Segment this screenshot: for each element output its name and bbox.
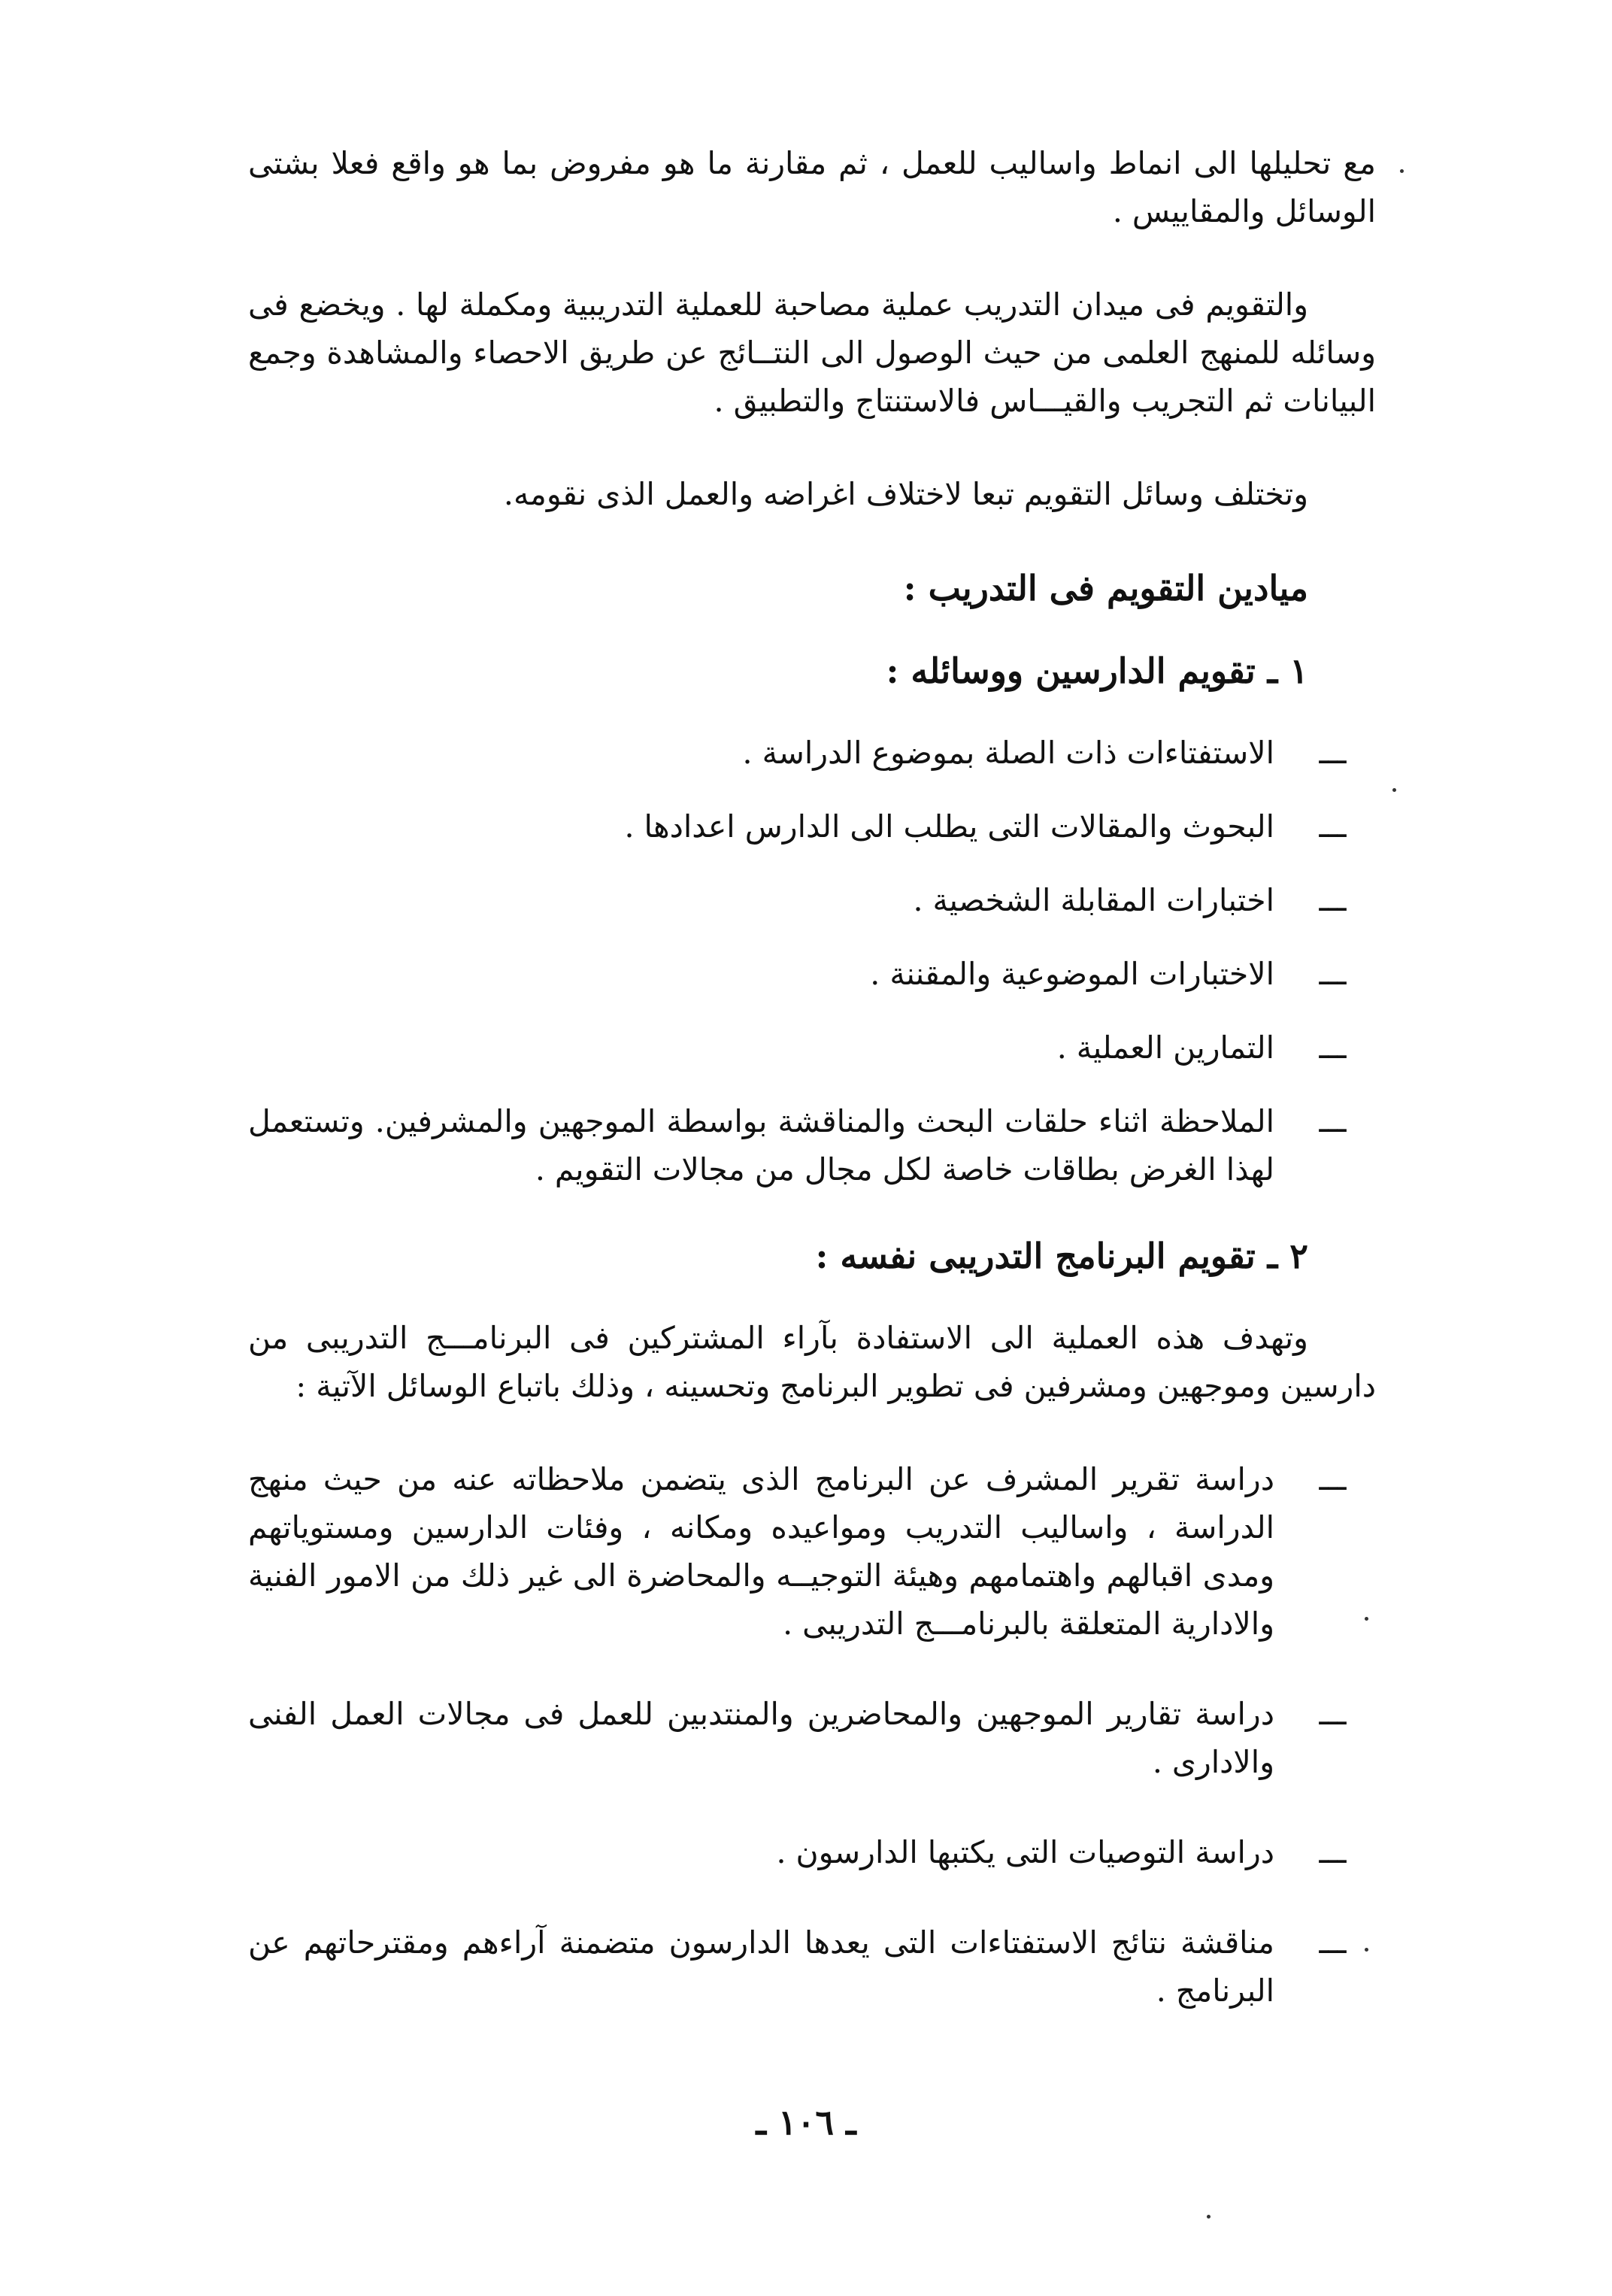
list-item-text: مناقشة نتائج الاستفتاءات التى يعدها الدارسون متضمنة آراءهم ومقترحاتهم عن البرنامج . <box>248 1924 1274 2009</box>
list-item-text: دراسة التوصيات التى يكتبها الدارسون . <box>776 1834 1274 1870</box>
page-number: ـ ١٠٦ ـ <box>756 2102 856 2143</box>
paragraph-1: مع تحليلها الى انماط واساليب للعمل ، ثم مقارنة ما هو مفروض بما هو واقع فعلا بشتى الوسائل والمقاييس . <box>248 145 1376 229</box>
scan-speck <box>1365 1617 1368 1621</box>
list-item <box>248 1690 1376 1786</box>
list-item-text: اختبارات المقابلة الشخصية . <box>913 882 1274 918</box>
dash-marker: ـــ <box>1319 882 1347 918</box>
list-item-text: البحوث والمقالات التى يطلب الى الدارس اعدادها . <box>624 808 1274 845</box>
dash-marker: ـــ <box>1319 1103 1347 1139</box>
scan-speck <box>1365 1948 1368 1952</box>
dash-marker: ـــ <box>1319 956 1347 992</box>
section-2-list <box>248 1455 1376 2015</box>
scan-speck <box>1400 169 1404 173</box>
dash-marker: ـــ <box>1319 1461 1347 1497</box>
dash-marker: ـــ <box>1319 1030 1347 1066</box>
dash-marker: ـــ <box>1319 1696 1347 1732</box>
list-item <box>248 1455 1376 1648</box>
section-2-intro: وتهدف هذه العملية الى الاستفادة بآراء المشتركين فى البرنامـــج التدريبى من دارسين وموجهين ومشرفين فى تطوير البرنامج وتحسينه ، وذلك باتباع الوسائل الآتية : <box>248 1320 1376 1404</box>
scan-speck <box>1392 788 1396 792</box>
list-item-text: التمارين العملية . <box>1056 1030 1274 1066</box>
list-item-text: الملاحظة اثناء حلقات البحث والمناقشة بواسطة الموجهين والمشرفين. وتستعمل لهذا الغرض بطاقات خاصة لكل مجال من مجالات التقويم . <box>248 1103 1274 1187</box>
list-item <box>248 1918 1376 2015</box>
list-item <box>248 1828 1376 1876</box>
list-item <box>248 802 1376 851</box>
list-item-text: الاستفتاءات ذات الصلة بموضوع الدراسة . <box>742 735 1274 771</box>
section-1-list <box>248 729 1376 1193</box>
heading-section-1: ١ ـ تقويم الدارسين ووسائله : <box>886 651 1308 691</box>
list-item <box>248 1024 1376 1072</box>
list-item-text: الاختبارات الموضوعية والمقننة . <box>870 956 1274 992</box>
dash-marker: ـــ <box>1319 735 1347 771</box>
heading-section-2: ٢ ـ تقويم البرنامج التدريبى نفسه : <box>815 1236 1308 1276</box>
heading-evaluation-fields: ميادين التقويم فى التدريب : <box>903 568 1308 608</box>
page-body <box>248 139 1376 2057</box>
dash-marker: ـــ <box>1319 1924 1347 1961</box>
list-item <box>248 876 1376 924</box>
list-item-text: دراسة تقرير المشرف عن البرنامج الذى يتضمن ملاحظاته عنه من حيث منهج الدراسة ، واساليب التدريب ومواعيده ومكانه ، وفئات الدارسين ومستوياتهم ومدى اقبالهم واهتمامهم وهيئة التوجيــه والمحاضرة الى غير ذلك من الامور الفنية والادارية المتعلقة بالبرنامـــج التدريبى . <box>248 1461 1274 1642</box>
list-item <box>248 1097 1376 1193</box>
dash-marker: ـــ <box>1319 1834 1347 1870</box>
paragraph-2: والتقويم فى ميدان التدريب عملية مصاحبة للعملية التدريبية ومكملة لها . ويخضع فى وسائله للمنهج العلمى من حيث الوصول الى النتــائج عن طريق الاحصاء والمشاهدة وجمع البيانات ثم التجريب والقيـــاس فالاستنتاج والتطبيق . <box>248 287 1376 419</box>
paragraph-3: وتختلف وسائل التقويم تبعا لاختلاف اغراضه والعمل الذى نقومه. <box>503 476 1308 512</box>
scan-speck <box>1207 2215 1211 2219</box>
list-item-text: دراسة تقارير الموجهين والمحاضرين والمنتدبين للعمل فى مجالات العمل الفنى والادارى . <box>248 1696 1274 1780</box>
list-item <box>248 729 1376 777</box>
list-item <box>248 950 1376 998</box>
dash-marker: ـــ <box>1319 808 1347 845</box>
